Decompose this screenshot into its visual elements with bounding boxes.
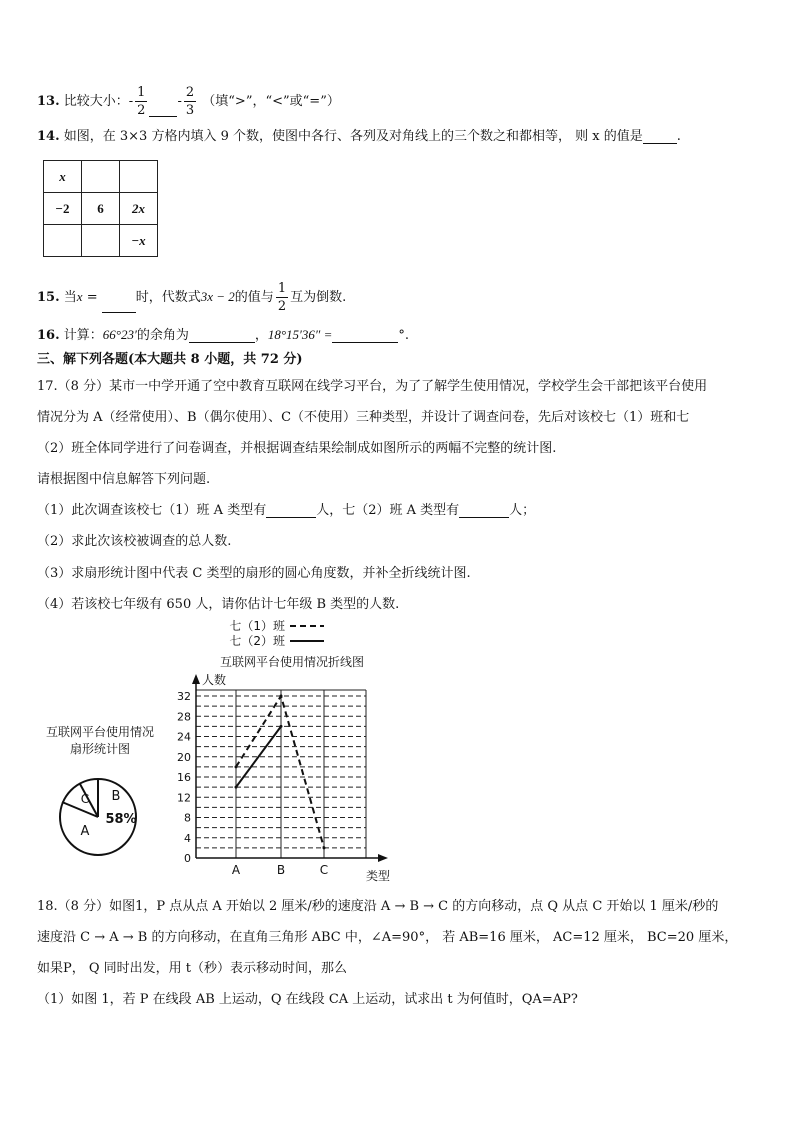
grid-cell: −2 bbox=[44, 193, 82, 225]
y-tick-label: 8 bbox=[184, 811, 191, 825]
series-line-1 bbox=[236, 696, 324, 848]
x-tick-label: C bbox=[319, 863, 329, 877]
question-18-line-4: （1）如图 1，若 P 在线段 AB 上运动，Q 在线段 CA 上运动，试求出 t 为何值时，QA=AP? bbox=[37, 992, 578, 1007]
question-17-sub-2: （2）求此次该校被调查的总人数. bbox=[37, 534, 232, 549]
line-chart bbox=[170, 618, 410, 886]
expression: 3x − 2 bbox=[200, 289, 235, 304]
pie-title-1: 互联网平台使用情况 bbox=[45, 725, 155, 739]
question-16-number: 16. bbox=[37, 328, 60, 343]
answer-blank-17a[interactable] bbox=[266, 503, 316, 518]
data-point bbox=[280, 725, 283, 728]
y-tick-label: 32 bbox=[177, 690, 191, 703]
data-point bbox=[323, 846, 326, 849]
x-tick-label: A bbox=[231, 863, 241, 877]
question-13-prefix: 比较大小：- bbox=[63, 94, 134, 109]
pie-chart bbox=[30, 718, 180, 868]
fraction-one-half: $\frac{1}{2}$ bbox=[277, 281, 287, 314]
answer-blank-16b[interactable] bbox=[332, 328, 398, 343]
legend-label: 七（2）班 bbox=[229, 634, 285, 648]
grid-cell: x bbox=[44, 161, 82, 193]
pie-label-b: B bbox=[111, 789, 121, 804]
data-point bbox=[280, 695, 283, 698]
question-17-line-4: 请根据图中信息解答下列问题. bbox=[37, 472, 211, 487]
grid-cell: 6 bbox=[82, 193, 120, 225]
grid-cell bbox=[120, 161, 158, 193]
magic-square-grid bbox=[43, 160, 158, 257]
question-18-line-2: 速度沿 C → A → B 的方向移动，在直角三角形 ABC 中，∠A=90°， 若 AB=16 厘米， AC=12 厘米， BC=20 厘米， bbox=[37, 930, 738, 945]
y-tick-label: 16 bbox=[177, 771, 191, 784]
question-17-line-3: （2）班全体同学进行了问卷调查，并根据调查结果绘制成如图所示的两幅不完整的统计图. bbox=[37, 441, 557, 456]
question-13-number: 13. bbox=[37, 94, 60, 109]
x-tick-label: B bbox=[276, 863, 286, 877]
question-18-line-1: 18.（8 分）如图1，P 点从点 A 开始以 2 厘米/秒的速度沿 A → B → C 的方向移动，点 Q 从点 C 开始以 1 厘米/秒的 bbox=[37, 899, 719, 914]
y-tick-label: 28 bbox=[177, 710, 191, 724]
question-15: 15. 当x = 时，代数式3x − 2的值与 $\frac{1}{2}$ 互为倒数. bbox=[37, 281, 347, 314]
question-17-sub-3: （3）求扇形统计图中代表 C 类型的扇形的圆心角度数，并补全折线统计图. bbox=[37, 566, 471, 581]
pie-label-a: A bbox=[80, 824, 90, 839]
question-14-text: 如图，在 3×3 方格内填入 9 个数，使图中各行、各列及对角线上的三个数之和都相等， 则 x 的值是 bbox=[63, 129, 643, 144]
chart-title: 互联网平台使用情况折线图 bbox=[219, 655, 365, 669]
grid-cell: −x bbox=[120, 225, 158, 257]
question-13-suffix: （填“>”，“<”或“=”） bbox=[202, 94, 340, 109]
question-17-sub-4: （4）若该校七年级有 650 人，请你估计七年级 B 类型的人数. bbox=[37, 597, 400, 612]
y-tick-label: 20 bbox=[177, 750, 191, 764]
answer-blank-14[interactable] bbox=[643, 129, 677, 144]
question-16: 16. 计算：66°23′的余角为 ，18°15′36″ = °. bbox=[37, 327, 409, 343]
section-heading: 三、解下列各题(本大题共 8 小题，共 72 分) bbox=[37, 352, 303, 367]
answer-blank-17b[interactable] bbox=[459, 503, 509, 518]
question-13 bbox=[37, 86, 340, 117]
y-axis-arrow-icon bbox=[192, 674, 200, 684]
y-tick-label: 4 bbox=[184, 831, 191, 845]
x-axis-arrow-icon bbox=[378, 854, 388, 862]
x-axis-label: 类型 bbox=[365, 869, 391, 883]
pie-title-2: 扇形统计图 bbox=[69, 742, 131, 756]
question-17-line-2: 情况分为 A（经常使用）、B（偶尔使用）、C（不使用）三种类型，并设计了调查问卷，先后对该校七（1）班和七 bbox=[37, 410, 690, 425]
pie-label-c: C bbox=[80, 792, 90, 806]
y-axis-label: 人数 bbox=[201, 673, 227, 687]
grid-cell: 2x bbox=[120, 193, 158, 225]
answer-blank-15[interactable] bbox=[102, 298, 136, 313]
pie-label-b-percent: 58% bbox=[105, 812, 137, 827]
answer-blank-16a[interactable] bbox=[189, 328, 255, 343]
question-15-number: 15. bbox=[37, 290, 60, 305]
y-tick-label: 24 bbox=[177, 730, 191, 744]
data-point bbox=[235, 765, 238, 768]
y-tick-label: 0 bbox=[184, 852, 191, 865]
minus-sign: - bbox=[177, 94, 182, 109]
fraction-two-thirds: $\frac{2}{3}$ bbox=[185, 85, 195, 118]
answer-blank-13[interactable] bbox=[149, 102, 177, 117]
grid-cell bbox=[82, 225, 120, 257]
grid-cell bbox=[44, 225, 82, 257]
question-17-line-1: 17.（8 分）某市一中学开通了空中教育互联网在线学习平台，为了了解学生使用情况，学校学生会干部把该平台使用 bbox=[37, 379, 708, 394]
fraction-one-half: $\frac{1}{2}$ bbox=[137, 85, 146, 118]
question-14-number: 14. bbox=[37, 129, 60, 144]
question-17-sub-1: （1）此次调查该校七（1）班 A 类型有 人，七（2）班 A 类型有 人； bbox=[37, 503, 536, 518]
legend-label: 七（1）班 bbox=[229, 619, 285, 633]
y-tick-label: 12 bbox=[177, 791, 191, 805]
grid-cell bbox=[82, 161, 120, 193]
question-14: 14. 如图，在 3×3 方格内填入 9 个数，使图中各行、各列及对角线上的三个数之和都相等， 则 x 的值是 . bbox=[37, 129, 681, 144]
question-18-line-3: 如果P， Q 同时出发，用 t（秒）表示移动时间，那么 bbox=[37, 961, 348, 976]
chart-legend bbox=[229, 618, 324, 648]
data-point bbox=[235, 786, 238, 789]
